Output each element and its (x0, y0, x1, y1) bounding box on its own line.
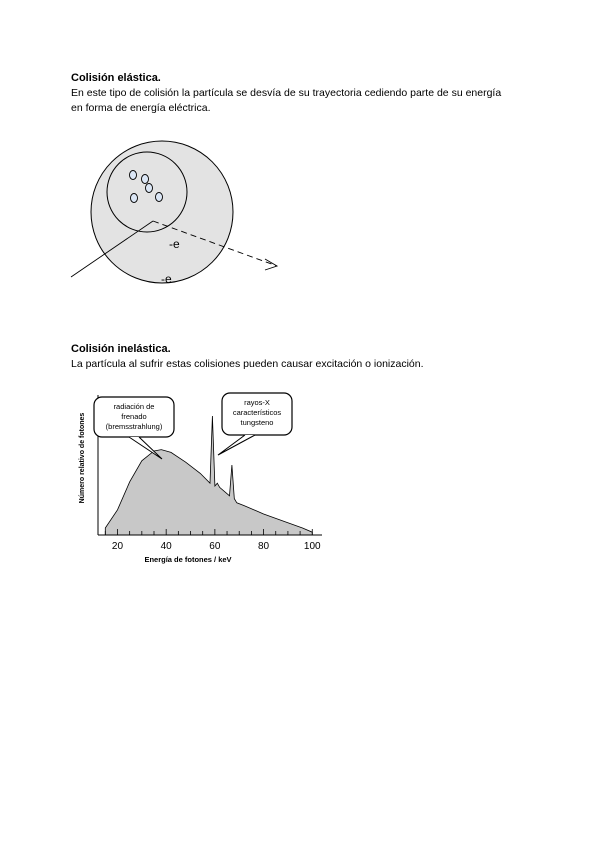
section2-title: Colisión inelástica. (71, 343, 171, 355)
nucleon (142, 175, 149, 184)
x-axis-label: Energía de fotones / keV (144, 555, 232, 564)
x-tick-label: 40 (160, 541, 172, 552)
xray-spectrum-chart (70, 383, 330, 568)
callout-pointer (129, 437, 162, 459)
x-tick-label: 20 (111, 541, 124, 552)
callout-text: tungsteno (240, 418, 274, 427)
section1-description (71, 86, 501, 116)
section1-line1: En este tipo de colisión la partícula se desvía de su trayectoria cediendo parte de su energía (71, 87, 502, 99)
nucleon (130, 171, 137, 180)
callout-text: característicos (232, 408, 282, 417)
x-tick-label: 100 (303, 541, 321, 552)
callouts (94, 393, 292, 459)
x-tick-label: 80 (258, 541, 270, 552)
atom-collision-diagram (65, 130, 295, 300)
callout-text: rayos-X (244, 398, 270, 407)
section1-line2: en forma de energía eléctrica. (71, 102, 211, 114)
callout-text: radiación de (113, 402, 155, 411)
x-tick-label: 60 (209, 541, 221, 552)
inner-electron-label: -e (169, 237, 180, 251)
nucleon (131, 194, 138, 203)
y-axis-label: Número relativo de fotones (79, 412, 86, 504)
callout-pointer (218, 435, 255, 455)
section2-description: La partícula al sufrir estas colisiones pueden causar excitación o ionización. (71, 358, 424, 370)
section1-title: Colisión elástica. (71, 72, 161, 84)
nucleon (156, 193, 163, 202)
nucleon (146, 184, 153, 193)
outer-electron-label: -e (161, 272, 172, 286)
arrow-head (265, 259, 277, 270)
callout-text: frenado (121, 412, 147, 421)
callout-text: (bremsstrahlung) (105, 422, 163, 431)
